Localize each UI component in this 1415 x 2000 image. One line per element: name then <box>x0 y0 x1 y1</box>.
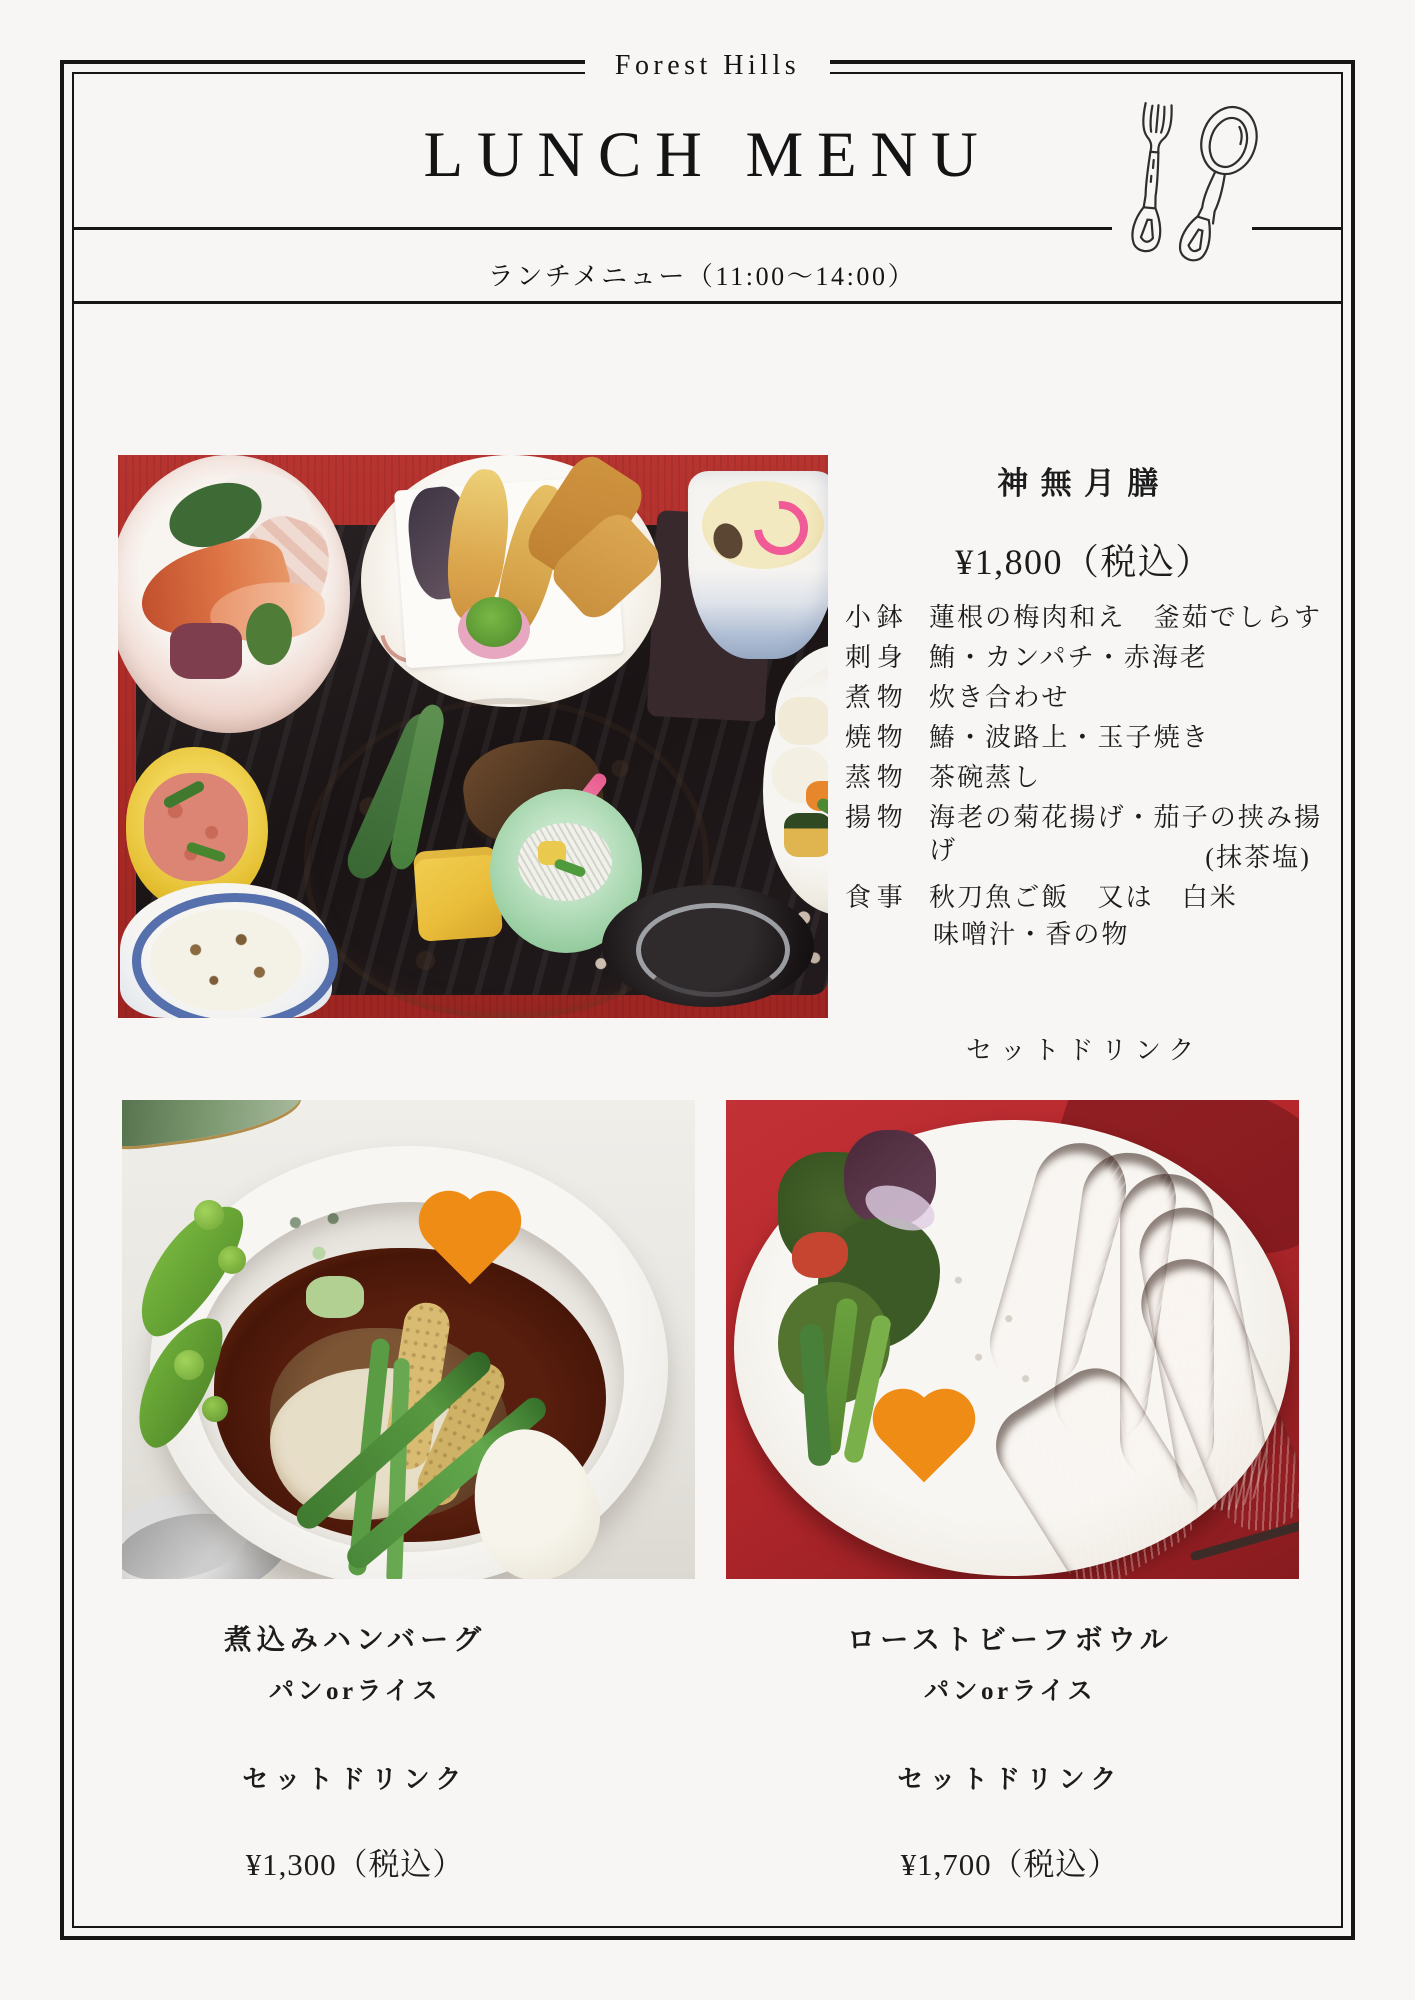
subtitle-divider <box>72 301 1343 304</box>
menu-row <box>845 601 1339 634</box>
matcha-salt-mound <box>466 597 522 647</box>
menu-row <box>845 761 1339 794</box>
set-menu-name: 神無月膳 <box>997 466 1171 501</box>
heart-carrot <box>420 1188 520 1288</box>
course-value: 秋刀魚ご飯 又は 白米 <box>929 883 1238 912</box>
green-pea <box>174 1350 204 1380</box>
item-price-hamburg: ¥1,300（税込） <box>245 1847 465 1882</box>
course-value: 炊き合わせ <box>929 683 1070 712</box>
item-drink-hamburg: セットドリンク <box>242 1765 468 1794</box>
menu-row <box>845 681 1339 714</box>
green-pea <box>218 1246 246 1274</box>
menu-row <box>845 641 1339 674</box>
menu-row <box>845 881 1339 914</box>
course-label: 食事 <box>845 883 909 912</box>
header-divider-right <box>1252 227 1343 230</box>
japanese-set-meal-photo <box>118 455 828 1018</box>
roast-beef-bowl-photo <box>726 1100 1299 1579</box>
page-title: LUNCH MENU <box>423 119 992 191</box>
green-pea <box>202 1396 228 1422</box>
header-divider-left <box>72 227 1112 230</box>
item-name-roastbeef: ローストビーフボウル <box>847 1625 1173 1656</box>
item-price-roastbeef: ¥1,700（税込） <box>900 1847 1120 1882</box>
menu-row <box>845 721 1339 754</box>
page-subtitle: ランチメニュー（11:00～14:00） <box>487 262 917 291</box>
course-note: (抹茶塩) <box>1205 843 1311 872</box>
item-side-hamburg: パンorライス <box>268 1678 442 1705</box>
stewed-hamburg-photo <box>122 1100 695 1579</box>
menu-row-note <box>845 841 1339 874</box>
cutlery-illustration <box>1112 96 1260 294</box>
simmered-daikon <box>778 697 828 745</box>
tuna-sashimi <box>170 623 242 679</box>
fork-icon <box>1131 103 1172 252</box>
lid-silver-ring <box>636 903 790 997</box>
course-value: 海老の菊花揚げ・茄子の挟み揚げ <box>929 803 1323 865</box>
heart-shape <box>882 1398 967 1483</box>
heart-carrot <box>874 1386 974 1486</box>
course-label: 煮物 <box>845 683 909 712</box>
spoon-icon <box>1166 100 1260 268</box>
brand-header <box>0 50 1415 82</box>
course-label: 小鉢 <box>845 603 909 632</box>
item-side-roastbeef: パンorライス <box>923 1678 1097 1705</box>
course-value: 鰆・波路上・玉子焼き <box>929 723 1210 752</box>
herb-sprig <box>246 603 292 665</box>
course-label: 蒸物 <box>845 763 909 792</box>
item-drink-roastbeef: セットドリンク <box>897 1765 1123 1794</box>
menu-row-continuation <box>845 918 1339 951</box>
set-drink-note: セットドリンク <box>965 1036 1203 1065</box>
item-name-hamburg: 煮込みハンバーグ <box>223 1625 487 1656</box>
course-label: 刺身 <box>845 643 909 672</box>
course-value: 味噌汁・香の物 <box>933 920 1130 949</box>
simmered-pumpkin <box>784 813 828 857</box>
set-menu-price: ¥1,800（税込） <box>955 542 1213 582</box>
tomato-piece <box>792 1232 848 1278</box>
heart-shape <box>428 1200 513 1285</box>
mixed-rice <box>150 909 302 1011</box>
brand-name: Forest Hills <box>585 50 830 81</box>
green-plate-corner <box>122 1100 304 1150</box>
course-value: 蓮根の梅肉和え 釜茹でしらす <box>929 603 1323 632</box>
course-value: 茶碗蒸し <box>929 763 1042 792</box>
course-value: 鮪・カンパチ・赤海老 <box>929 643 1208 672</box>
course-label: 揚物 <box>845 803 909 832</box>
green-pea <box>194 1200 224 1230</box>
course-label: 焼物 <box>845 723 909 752</box>
broccoli-stem <box>306 1276 364 1318</box>
